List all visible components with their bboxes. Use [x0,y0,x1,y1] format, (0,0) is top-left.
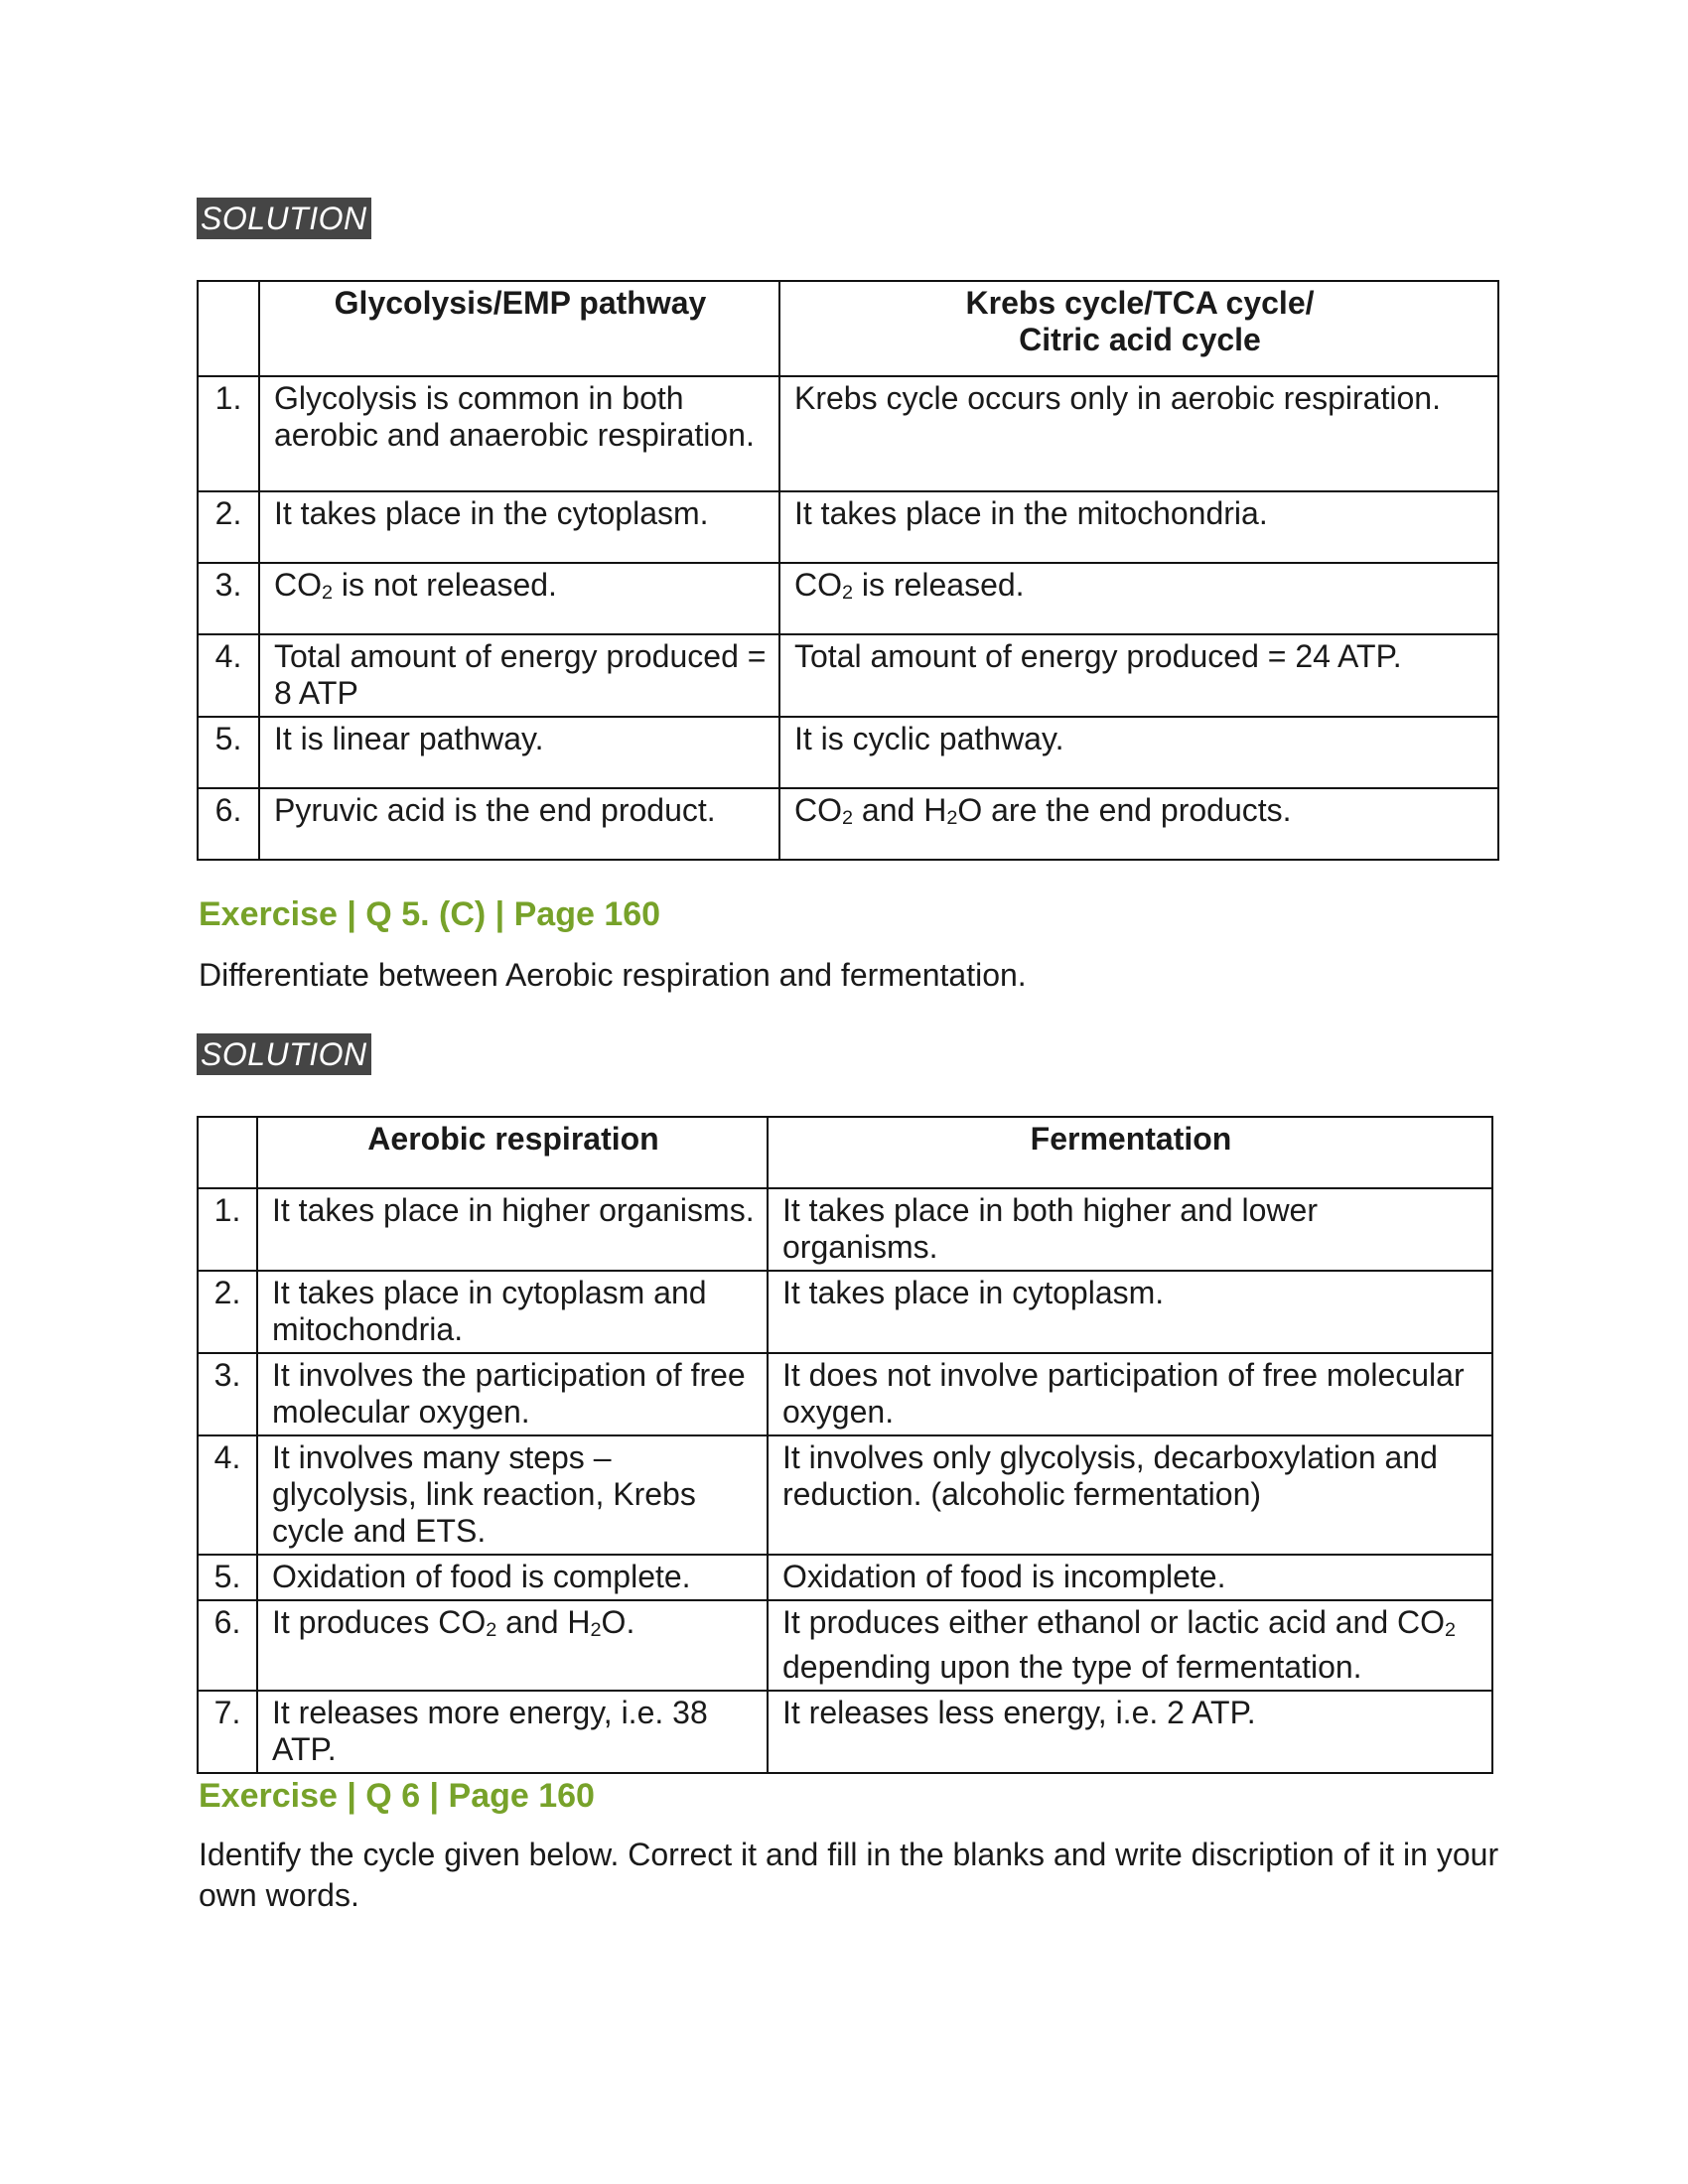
glycolysis-cell: Pyruvic acid is the end product. [259,788,779,860]
glycolysis-cell: Total amount of energy produced = 8 ATP [259,634,779,717]
aerobic-fermentation-comparison-table [197,1116,1493,1774]
aerobic-cell: Oxidation of food is complete. [257,1555,768,1600]
row-number: 5. [198,717,259,788]
krebs-cell: Krebs cycle occurs only in aerobic respiration. [779,376,1498,491]
table-row [198,376,1498,491]
glycolysis-cell: It takes place in the cytoplasm. [259,491,779,563]
fermentation-cell: It takes place in cytoplasm. [768,1271,1492,1353]
header-number [198,281,259,376]
glycolysis-cell: Glycolysis is common in both aerobic and anaerobic respiration. [259,376,779,491]
table-header-row [198,1117,1492,1188]
krebs-cell: It is cyclic pathway. [779,717,1498,788]
krebs-cell: $CO_2$ and $H_2O$ are the end products. [779,788,1498,860]
table-row [198,1271,1492,1353]
table-row [198,491,1498,563]
header-glycolysis: Glycolysis/EMP pathway [259,281,779,376]
aerobic-cell: It takes place in cytoplasm and mitochondria. [257,1271,768,1353]
header-aerobic-respiration: Aerobic respiration [257,1117,768,1188]
table-row [198,563,1498,634]
row-number: 3. [198,1353,257,1435]
header-fermentation: Fermentation [768,1117,1492,1188]
fermentation-cell: It releases less energy, i.e. 2 ATP. [768,1691,1492,1773]
table-row [198,1691,1492,1773]
table-row [198,1600,1492,1691]
fermentation-cell: It involves only glycolysis, decarboxylation and reduction. (alcoholic fermentation) [768,1435,1492,1555]
table-row [198,788,1498,860]
table-header-row [198,281,1498,376]
exercise-heading: Exercise | Q 5. (C) | Page 160 [199,895,661,933]
glycolysis-cell: It is linear pathway. [259,717,779,788]
glycolysis-cell: $CO_2$ is not released. [259,563,779,634]
row-number: 2. [198,1271,257,1353]
exercise-heading: Exercise | Q 6 | Page 160 [199,1777,595,1815]
solution-badge: SOLUTION [197,1033,371,1075]
krebs-cell: It takes place in the mitochondria. [779,491,1498,563]
fermentation-cell: It produces either ethanol or lactic acid and $CO_2$ depending upon the type of fermentation. [768,1600,1492,1691]
header-number [198,1117,257,1188]
row-number: 2. [198,491,259,563]
row-number: 1. [198,1188,257,1271]
exercise-question: Identify the cycle given below. Correct it and fill in the blanks and write discription of it in your own words. [199,1837,1499,1913]
row-number: 7. [198,1691,257,1773]
fermentation-cell: It does not involve participation of free molecular oxygen. [768,1353,1492,1435]
row-number: 3. [198,563,259,634]
table-row [198,1555,1492,1600]
row-number: 1. [198,376,259,491]
table-row [198,634,1498,717]
table-row [198,1353,1492,1435]
row-number: 5. [198,1555,257,1600]
header-krebs-cycle: Krebs cycle/TCA cycle/ Citric acid cycle [779,281,1498,376]
table-row [198,1188,1492,1271]
aerobic-cell: It takes place in higher organisms. [257,1188,768,1271]
fermentation-cell: It takes place in both higher and lower organisms. [768,1188,1492,1271]
fermentation-cell: Oxidation of food is incomplete. [768,1555,1492,1600]
aerobic-cell: It involves many steps – glycolysis, link reaction, Krebs cycle and ETS. [257,1435,768,1555]
aerobic-cell: It produces $CO_2$ and $H_2O$. [257,1600,768,1691]
aerobic-cell: It releases more energy, i.e. 38 ATP. [257,1691,768,1773]
table-row [198,1435,1492,1555]
row-number: 6. [198,788,259,860]
solution-badge: SOLUTION [197,198,371,239]
exercise-question: Differentiate between Aerobic respiration and fermentation. [199,957,1027,993]
table-row [198,717,1498,788]
krebs-cell: $CO_2$ is released. [779,563,1498,634]
row-number: 4. [198,634,259,717]
aerobic-cell: It involves the participation of free molecular oxygen. [257,1353,768,1435]
row-number: 6. [198,1600,257,1691]
row-number: 4. [198,1435,257,1555]
krebs-cell: Total amount of energy produced = 24 ATP. [779,634,1498,717]
glycolysis-krebs-comparison-table [197,280,1499,861]
